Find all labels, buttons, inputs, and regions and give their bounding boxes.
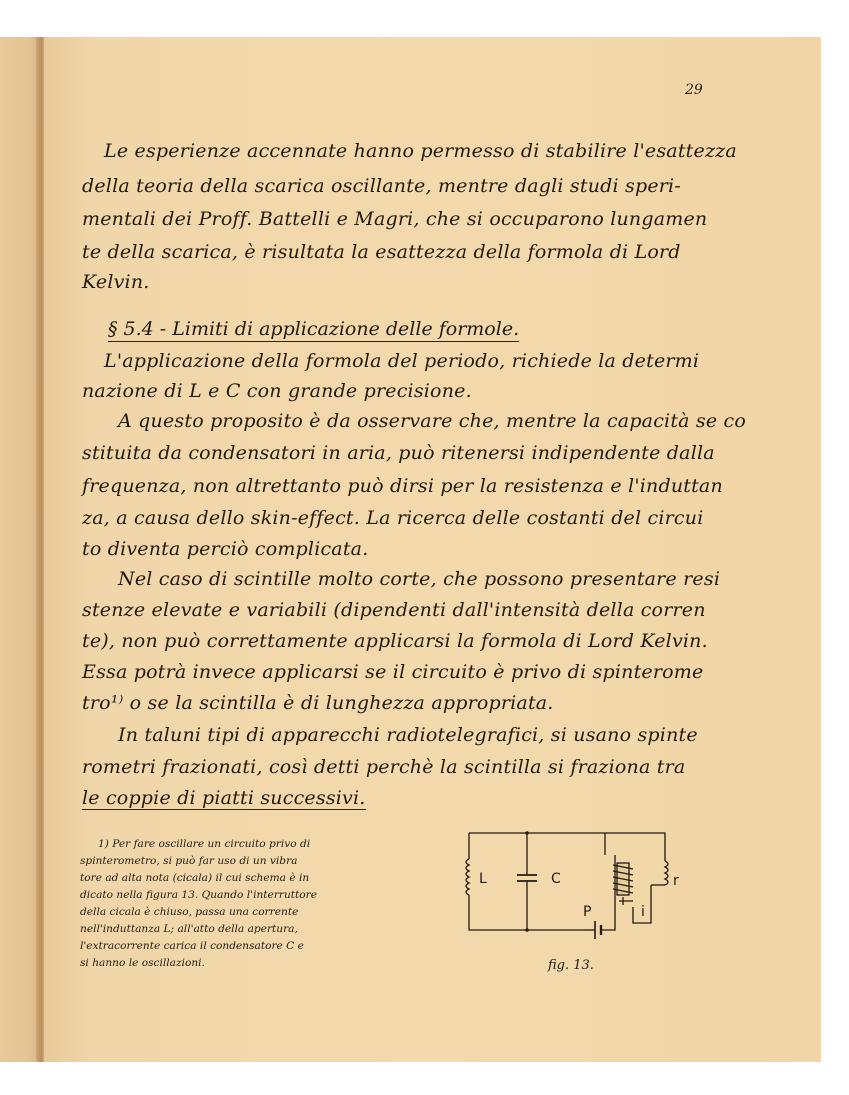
footnote-line: dicato nella figura 13. Quando l'interruttore [80,889,317,901]
text-line: to diventa perciò complicata. [82,538,369,560]
text-line: rometri frazionati, così detti perchè la scintilla si fraziona tra [82,756,686,778]
interrupter-contact [619,897,633,905]
circuit-diagram [455,825,695,955]
text-line: frequenza, non altrettanto può dirsi per la resistenza e l'induttan [82,475,723,497]
footnote-line: tore ad alta nota (cicala) il cui schema è in [80,872,310,884]
label-P: P [583,904,592,920]
top-wire [469,833,665,861]
label-r: r [673,873,679,889]
label-L: L [479,871,487,887]
inductor-coil [466,859,469,895]
footnote-line: della cicala è chiuso, passa una corrente [80,906,299,918]
label-C: C [551,871,561,887]
text-line: za, a causa dello skin-effect. La ricerca delle costanti del circui [82,507,704,529]
footnote-line: nell'induttanza L; all'atto della apertura, [80,923,298,935]
text-line: Essa potrà invece applicarsi se il circuito è privo di spinterome [82,661,704,683]
footnote-line: spinterometro, si può far uso di un vibra [80,855,298,867]
text-line: L'applicazione della formola del periodo, richiede la determi [104,350,700,372]
footnote-line: si hanno le oscillazioni. [80,957,205,969]
text-line: In taluni tipi di apparecchi radiotelegrafici, si usano spinte [118,724,698,746]
text-line: Le esperienze accennate hanno permesso di stabilire l'esattezza [104,140,737,162]
label-i: i [641,904,645,920]
text-line: te della scarica, è risultata la esattezza della formola di Lord [82,241,681,263]
text-line: della teoria della scarica oscillante, mentre dagli studi speri- [82,175,681,197]
text-line: te), non può correttamente applicarsi la formola di Lord Kelvin. [82,630,708,652]
figure-caption: fig. 13. [548,958,594,973]
text-line: stituita da condensatori in aria, può ritenersi indipendente dalla [82,442,715,464]
section-heading: § 5.4 - Limiti di applicazione delle formole. [108,318,520,340]
text-line: Nel caso di scintille molto corte, che possono presentare resi [118,568,721,590]
capacitor-plates [517,875,537,881]
text-line: nazione di L e C con grande precisione. [82,380,472,402]
page-number: 29 [685,82,703,98]
battery-to-interrupter [601,913,615,930]
text-line: tro¹⁾ o se la scintilla è di lunghezza appropriata. [82,692,554,714]
text-line: A questo proposito è da osservare che, mentre la capacità se co [118,410,747,432]
footnote-line: l'extracorrente carica il condensatore C e [80,940,304,952]
text-line: le coppie di piatti successivi. [82,787,366,809]
text-line: Kelvin. [82,271,150,293]
text-line: mentali dei Proff. Battelli e Magri, che si occuparono lungamen [82,208,708,230]
resistor-coil [665,861,668,885]
footnote-line: 1) Per fare oscillare un circuito privo di [98,838,311,850]
text-line: stenze elevate e variabili (dipendenti dall'intensità della corren [82,599,706,621]
